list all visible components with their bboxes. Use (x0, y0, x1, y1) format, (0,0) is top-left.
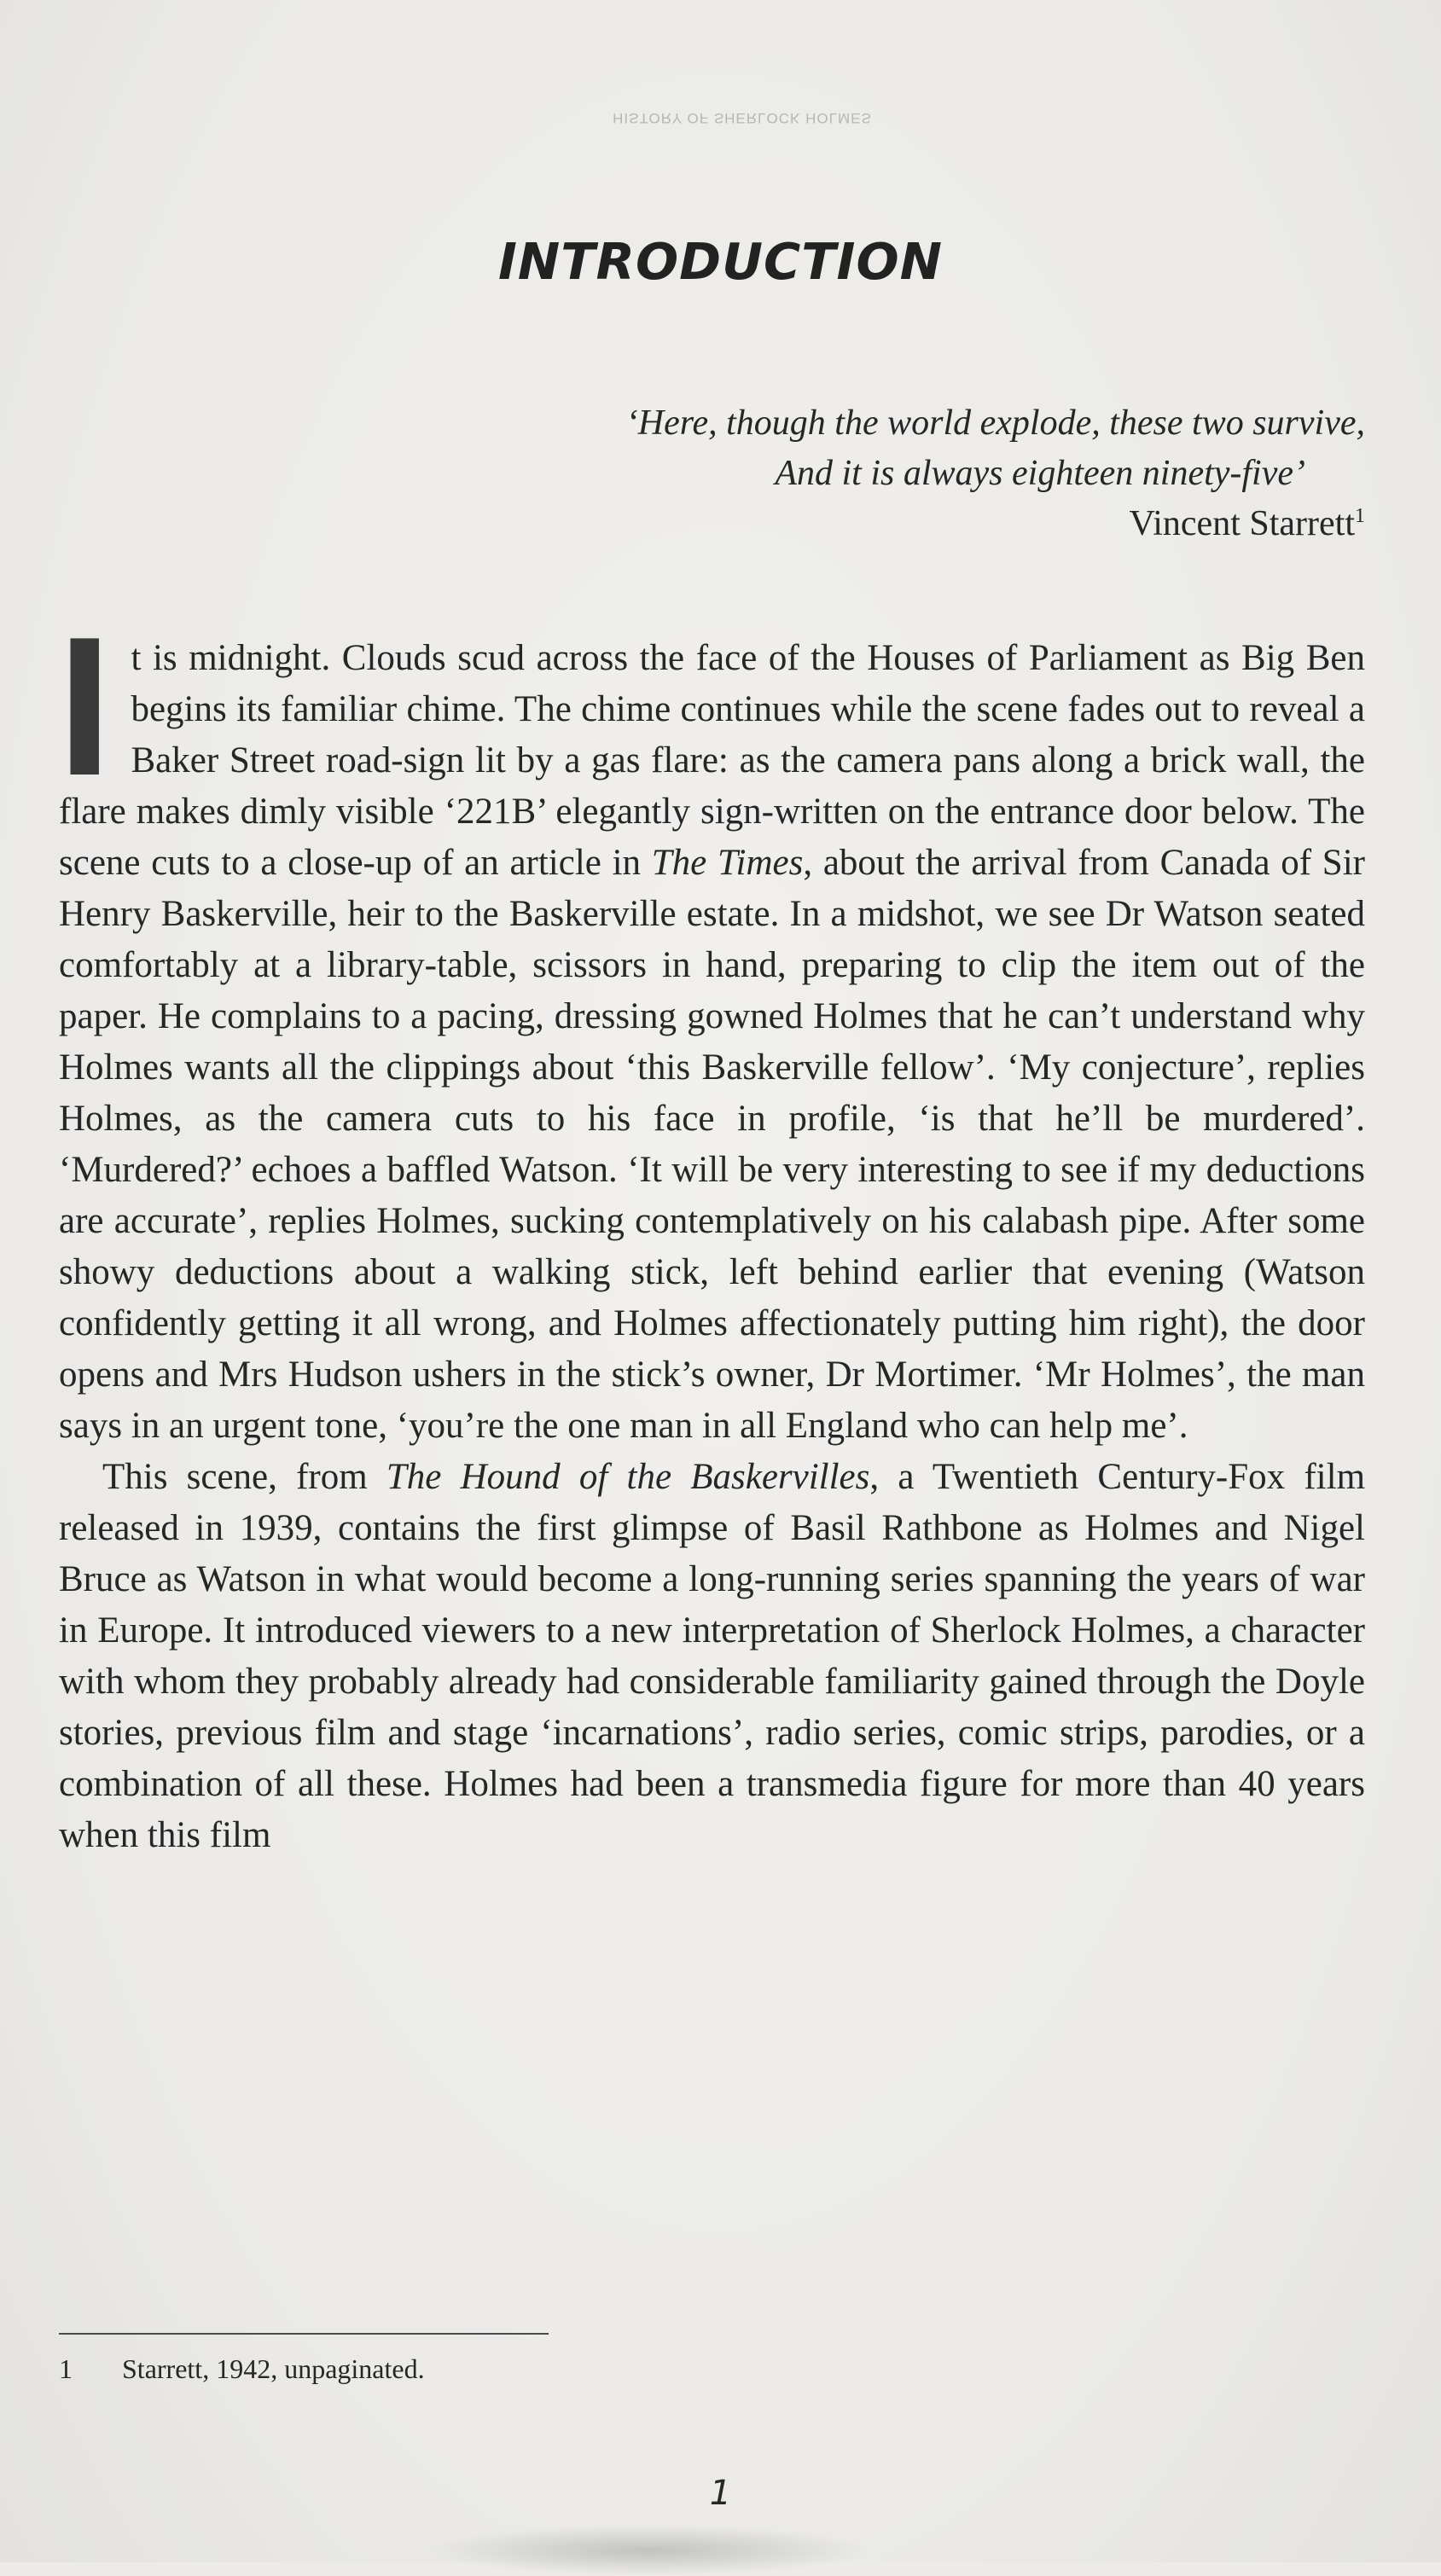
running-header-bleedthrough: HISTORY OF SHERLOCK HOLMES (613, 110, 872, 126)
epigraph-line-1: ‘Here, though the world explode, these two survive, (625, 403, 1365, 443)
paragraph-1-text-a: t is midnight. Clouds scud across the face of the Houses of Parliament as Big Ben begins its familiar chime. The chime continues while the scene fades out to reveal a Baker Street road-sign lit by a gas flare: as the camera pans along a brick wall, the flare makes dimly visible ‘221B’ elegantly sign-written on the entrance door below. The scene cuts to a close-up of an article in (59, 638, 1365, 883)
paragraph-2-italic-title: The Hound of the Baskervilles (386, 1457, 870, 1497)
footnote-text: Starrett, 1942, unpaginated. (122, 2353, 425, 2384)
paragraph-1-italic-title: The Times (651, 843, 804, 883)
footnote-reference: 1 (1355, 505, 1365, 527)
footnote-divider (59, 2333, 549, 2335)
epigraph-attribution (341, 499, 1365, 549)
paragraph-1 (57, 596, 1365, 1452)
footnote-number: 1 (59, 2353, 73, 2384)
footnote (59, 2352, 425, 2386)
paragraph-2-text-a: This scene, from (102, 1457, 386, 1497)
epigraph-line-2: And it is always eighteen ninety-five’ (775, 454, 1305, 493)
paragraph-1-text-b: , about the arrival from Canada of Sir Henry Baskerville, heir to the Baskerville estate. In a midshot, we see Dr Watson seated comfortably at a library-table, scissors in hand, preparing to clip the item out of the paper. He complains to a pacing, dressing gowned Holmes that he can’t understand why Holmes wants all the clippings about ‘this Baskerville fellow’. ‘My conjecture’, replies Holmes, as the camera cuts to his face in profile, ‘is that he’ll be murdered’. ‘Murdered?’ echoes a baffled Watson. ‘It will be very interesting to see if my deductions are accurate’, replies Holmes, sucking contemplatively on his calabash pipe. After some showy deductions about a walking stick, left behind earlier that evening (Watson confidently getting it all wrong, and Holmes affectionately putting him right), the door opens and Mrs Hudson ushers in the stick’s owner, Dr Mortimer. ‘Mr Holmes’, the man says in an urgent tone, ‘you’re the one man in all England who can help me’. (59, 843, 1365, 1446)
page-number: 1 (709, 2474, 732, 2513)
paragraph-2 (59, 1452, 1365, 1861)
epigraph (341, 398, 1365, 549)
paragraph-2-text-b: , a Twentieth Century-Fox film released in 1939, contains the first glimpse of Basil Rathbone as Holmes and Nigel Bruce as Watson in what would become a long-running series spanning the years of war in Europe. It introduced viewers to a new interpretation of Sherlock Holmes, a character with whom they probably already had considerable familiarity gained through the Doyle stories, previous film and stage ‘incarnations’, radio series, comic strips, parodies, or a combination of all these. Holmes had been a transmedia figure for more than 40 years when this film (59, 1457, 1366, 1855)
body-text (57, 596, 1366, 1861)
epigraph-author: Vincent Starrett (1129, 504, 1355, 543)
scan-shadow (427, 2525, 870, 2576)
drop-cap: I (57, 596, 113, 817)
chapter-title: INTRODUCTION (497, 232, 944, 291)
